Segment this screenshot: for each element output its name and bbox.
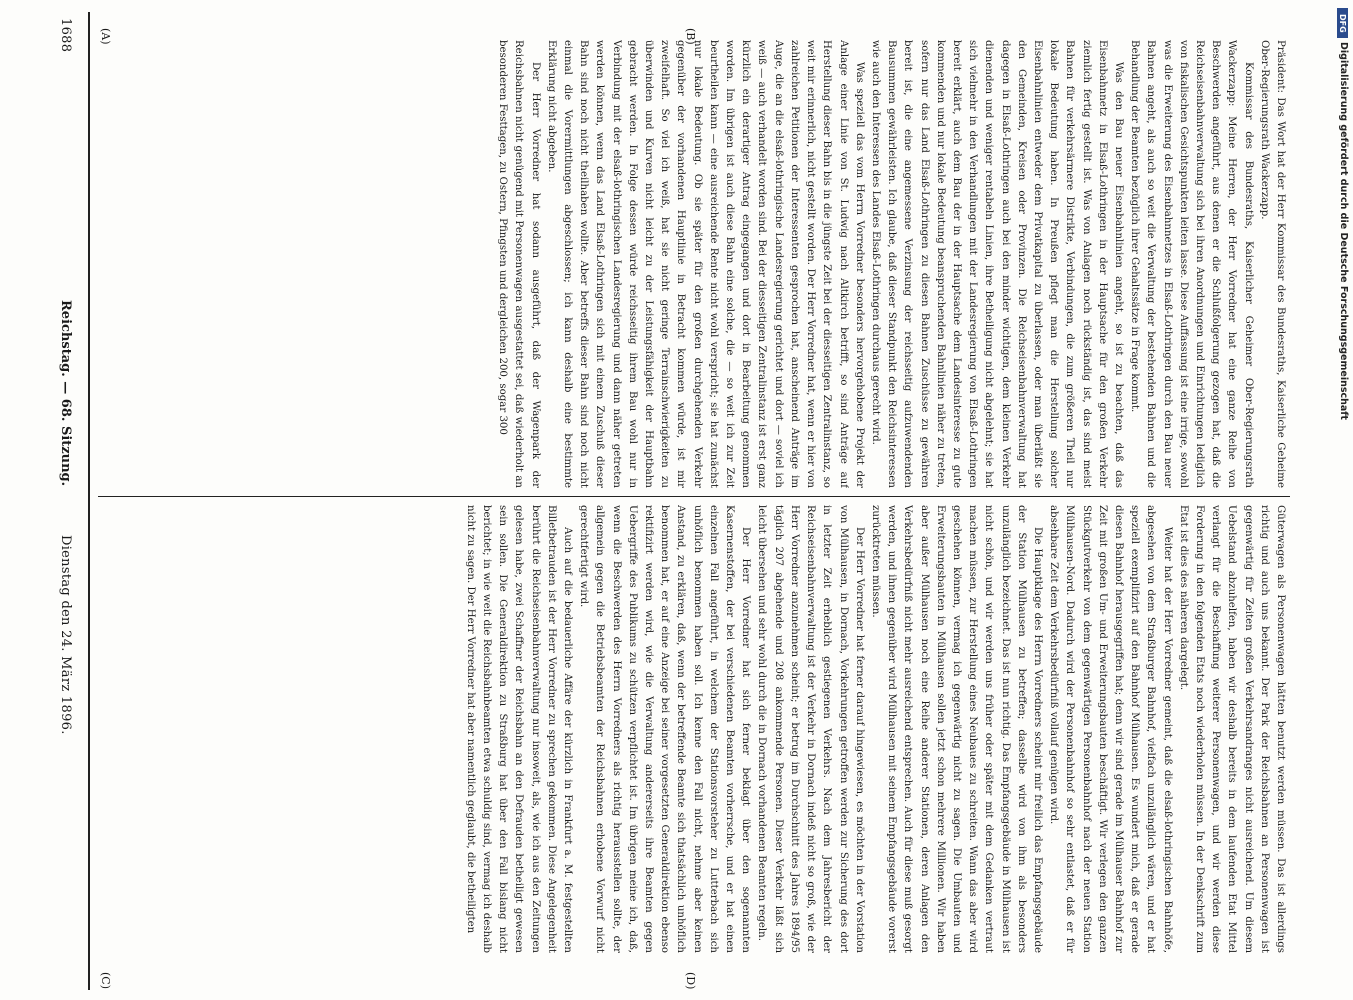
page-number: 1688 xyxy=(58,18,73,53)
margin-mark-b: (B) xyxy=(684,28,697,45)
paragraph: Auch auf die bedauerliche Affäre der kürzlich in Frankfurt a. M. festgestellten Billetbetrauden ist der Herr Vorredner zu sprechen gekommen. Diese Angelegenheit berührt die Reichseisenbahnverwaltung nur insoweit, als, wie ich aus den Zeitungen gelesen habe, zwei Schaffner der Reichsbahn an den Defrauden betheiligt gewesen sein sollen. Die Generaldirektion zu Straßburg hat über den Fall bislang nicht berichtet; in wie weit die Reichsbahnbeamten etwa schuldig sind, vermag ich deshalb nicht zu sagen. Der Herr Vorredner hat aber namentlich geglaubt, die betheiligten xyxy=(464,505,574,953)
column-divider xyxy=(98,496,1290,497)
right-column xyxy=(98,505,1288,953)
margin-mark-d: (D) xyxy=(684,972,697,990)
digitization-note: Digitalisierung gefördert durch die Deutsche Forschungsgemeinschaft xyxy=(1338,42,1349,420)
running-title-left: Reichstag. — 68. Sitzung. xyxy=(58,300,73,487)
dfg-logo-text: DFG xyxy=(1338,14,1347,33)
margin-mark-a: (A) xyxy=(99,28,112,45)
paragraph: Präsident: Das Wort hat der Herr Kommissar des Bundesraths, Kaiserliche Geheime Ober-Regierungsrath Wackerzapp. xyxy=(1258,40,1286,488)
paragraph: Was den Bau neuer Eisenbahnlinien angeht, so ist zu beachten, daß das Eisenbahnnetz in Elsaß-Lothringen in der Hauptsache für den großen Verkehr ziemlich fertig gestellt ist. Was von Anlagen noch rückständig ist, das sind meist Bahnen für verkehrsärmere Distrikte, Verbindungen, die zum größeren Theil nur lokale Bedeutung haben. In Preußen pflegt man die Herstellung solcher Eisenbahnlinien entweder dem Privatkapital zu überlassen, oder man überläßt sie den Gemeinden, Kreisen oder Provinzen. Die Reichseisenbahnverwaltung hat dagegen in Elsaß-Lothringen auch bei den minder wichtigen, dem kleinen Verkehr dienenden und weniger rentabeln Linien, ihre Betheiligung nicht abgelehnt; sie hat sich vielmehr in den Verhandlungen mit der Landesregierung von Elsaß-Lothringen bereit erklärt, auch dem Bau der in der Hauptsache dem Landesinteresse zu gute kommenden und nur lokale Bedeutung beanspruchenden Bahnlinien näher zu treten, sofern nur das Land Elsaß-Lothringen zu diesen Bahnen Zuschüsse zu gewähren bereit ist, die eine angemessene Verzinsung der reichsseitig aufzuwendenden Bausummen gewährleisten. Ich glaube, daß dieser Standpunkt den Reichsinteressen wie auch den Interessen des Landes Elsaß-Lothringen durchaus gerecht wird. xyxy=(869,40,1124,488)
margin-mark-c: (C) xyxy=(99,972,112,989)
paragraph: Was speziell das vom Herrn Vorredner besonders hervorgehobene Projekt der Anlage einer Linie von St. Ludwig nach Altkirch betrifft, so sind Anträge auf Herstellung dieser Bahn bis in die jüngste Zeit bei der diesseitigen Zentralinstanz, so weit mir erinnerlich, nicht gestellt worden. Der Herr Vorredner hat, wenn er hier von zahlreichen Petitionen der Interessenten gesprochen hat, anscheinend Anträge im Auge, die an die elsaß-lothringische Landesregierung gerichtet und dort — soviel ich weiß — auch verhandelt worden sind. Bei der diesseitigen Zentralinstanz ist erst ganz kürzlich ein derartiger Antrag eingegangen und dort in Bearbeitung genommen worden. Im übrigen ist auch diese Bahn eine solche, die — so weit ich zur Zeit beurtheilen kann — eine ausreichende Rente nicht wohl verspricht; sie hat zunächst nur lokale Bedeutung. Ob sie später für den großen durchgehenden Verkehr gegenüber der vorhandenen Hauptlinie in Betracht kommen würde, ist mir zweifelhaft. So viel ich weiß, hat sie nicht geringe Terrainschwierigkeiten zu überwinden und Kurven nicht leicht zu der Leistungsfähigkeit der Hauptbahn gebracht werden. In Folge dessen würde reichsseitig ihrem Bau wohl nur in Verbindung mit der elsaß-lothringischen Landesregierung und dann näher getreten werden können, wenn das Land Elsaß-Lothringen sich mit einem Zuschuß dieser Bahn sind noch nicht theilhaben wollte. Aber betreffs dieser Bahn sind noch nicht einmal die Vorermittlungen abgeschlossen; ich kann deshalb eine bestimmte Erklärung nicht abgeben. xyxy=(545,40,865,488)
paragraph: Der Herr Vorredner hat ferner darauf hingewiesen, es möchten in der Vorstation von Mülhausen, in Dornach, Vorkehrungen getroffen werden zur Sicherung des dort in letzter Zeit erheblich gestiegenen Verkehrs. Nach dem Jahresbericht der Reichseisenbahnverwaltung ist der Verkehr in Dornach indeß nicht so groß, wie der Herr Vorredner anzunehmen scheint; er betrug im Durchschnitt des Jahres 1894/95 täglich 207 abgehende und 208 ankommende Personen. Dieser Verkehr läßt sich leicht übersehen und sehr wohl durch die in Dornach vorhandenen Beamten regeln. xyxy=(756,505,865,953)
paragraph: Güterwagen als Personenwagen hätten benutzt werden müssen. Das ist allerdings richtig und auch uns bekannt. Der Park der Reichsbahnen an Personenwagen ist gegenwärtig für Zeiten großen Verkehrsandranges nicht ausreichend. Um diesem Uebelstand abzuhelfen, haben wir deshalb bereits in dem laufenden Etat Mittel verlangt für die Beschaffung weiterer Personenwagen, und wir werden diese Forderung in den folgenden Etats noch wiederholen müssen. In der Denkschrift zum Etat ist dies des näheren dargelegt. xyxy=(1177,505,1286,953)
header-rule xyxy=(88,12,90,990)
left-column xyxy=(98,40,1288,488)
paragraph: Der Herr Vorredner hat sodann ausgeführt, daß der Wagenpark der Reichsbahnen nicht genügend mit Personenwagen ausgestattet sei, daß wiederholt an besonderen Festtagen, zu Ostern, Pfingsten und dergleichen 200, sogar 300 xyxy=(497,40,541,488)
paragraph: Kommissar des Bundesraths, Kaiserlicher Geheimer Ober-Regierungsrath Wackerzapp: Meine Herren, der Herr Vorredner hat eine ganze Reihe von Beschwerden angeführt, aus denen er die Schlußfolgerung gezogen hat, daß die Reichseisenbahnverwaltung sich bei ihren Anordnungen und Einrichtungen lediglich von fiskalischen Gesichtspunkten leiten lasse. Diese Auffassung ist eine irrige, sowohl was die Erweiterung des Eisenbahnnetzes in Elsaß-Lothringen durch den Bau neuer Bahnen angeht, als auch so weit die Verwaltung der bestehenden Bahnen und die Behandlung der Beamten bezüglich ihrer Gehaltssätze in Frage kommt. xyxy=(1129,40,1254,488)
paragraph: Der Herr Vorredner hat sich ferner beklagt über den sogenannten Kasernenstoffen, der bei verschiedenen Beamten vorherrsche, und er hat einen einzelnen Fall angeführt, in welchem der Stationsvorsteher zu Lutterbach sich unhöflich benommen haben soll. Ich kenne den Fall nicht, nehme aber keinen Anstand, zu erklären, daß, wenn der betreffende Beamte sich thatsächlich unhöflich benommen hat, er auf eine Anzeige bei seiner vorgesetzten Generaldirektion ebenso rektifizirt werden wird, wie die Verwaltung andererseits ihre Beamten gegen Uebergriffe des Publikums zu schützen verpflichtet ist. Im übrigen meine ich, daß, wenn die Beschwerden des Herrn Vorredners als richtig herausstellen sollte, der allgemein gegen die Betriebsbeamten der Reichsbahnen erhobene Vorwurf nicht gerechtfertigt wird. xyxy=(578,505,752,953)
dfg-logo xyxy=(1337,8,1348,38)
paragraph: Weiter hat der Herr Vorredner gemeint, daß die elsaß-lothringischen Bahnhöfe, abgesehen von dem Straßburger Bahnhof, vielfach unzulänglich wären, und er hat speziell exemplifizirt auf den Bahnhof Mülhausen. Es wundert mich, daß er gerade diesen Bahnhof herausgegriffen hat; denn wir sind gerade im Mülhauser Bahnhof zur Zeit mit großen Um- und Erweiterungsbauten beschäftigt. Wir verlegen den ganzen Stückgutverkehr von dem gegenwärtigen Personenbahnhof nach der neuen Station Mülhausen-Nord. Dadurch wird der Personenbahnhof so sehr entlastet, daß er für absehbare Zeit dem Verkehrsbedürfniß vollauf genügen wird. xyxy=(1048,505,1173,953)
running-title-right: Dienstag den 24. März 1896. xyxy=(58,535,73,735)
paragraph: Die Hauptklage des Herrn Vorredners scheint mir freilich das Empfangsgebäude der Station Mülhausen zu betreffen; dasselbe wird von ihm als besonders unzulänglich bezeichnet. Das ist nun richtig. Das Empfangsgebäude in Mülhausen ist nicht schön, und wir werden uns früher oder später mit dem Gedanken vertraut machen müssen, zur Herstellung eines Neubaues zu schreiten. Wann das aber wird geschehen können, vermag ich gegenwärtig nicht zu sagen. Die Umbauten und Erweiterungsbauten in Mülhausen sollen jetzt schon mehrere Millionen. Wir haben aber außer Mülhausen noch eine Reihe anderer Stationen, deren Anlagen den Verkehrsbedürfniß nicht mehr ausreichend entsprechen. Auch für diese muß gesorgt werden, und ihnen gegenüber wird Mülhausen mit seinem Empfangsgebäude vorerst zurücktreten müssen. xyxy=(869,505,1043,953)
